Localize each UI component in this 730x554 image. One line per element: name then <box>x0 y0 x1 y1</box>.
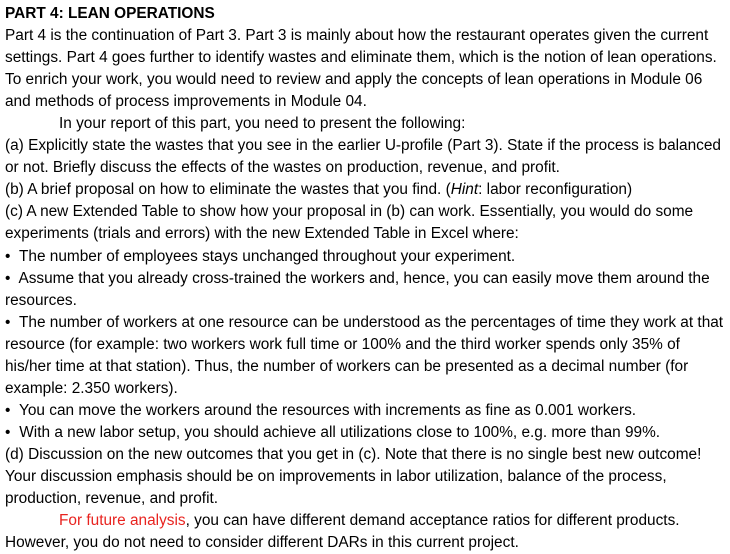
bullet-text: The number of employees stays unchanged throughout your experiment. <box>19 247 516 265</box>
item-c-paragraph: (c) A new Extended Table to show how your proposal in (b) can work. Essentially, you would do some experiments (trials and errors) with the new Extended Table in Excel where: <box>5 203 694 243</box>
future-analysis-paragraph <box>5 510 727 554</box>
bullet-text: You can move the workers around the resources with increments as fine as 0.001 workers. <box>19 401 637 419</box>
bullet-item <box>5 268 727 312</box>
future-analysis-text: , you can have different demand acceptance ratios for different products. However, you do not need to consider different DARs in this current project. <box>5 512 680 552</box>
bullet-icon: • <box>5 247 11 265</box>
bullet-item <box>5 400 727 422</box>
item-b-paragraph <box>5 179 727 201</box>
bullet-item <box>5 312 727 400</box>
bullet-icon: • <box>5 401 11 419</box>
item-a-paragraph: (a) Explicitly state the wastes that you see in the earlier U-profile (Part 3). State if the process is balanced or not. Briefly discuss the effects of the wastes on production, revenue, and profit. <box>5 137 721 177</box>
future-analysis-highlight: For future analysis <box>59 512 186 530</box>
report-intro-paragraph: In your report of this part, you need to present the following: <box>59 115 466 133</box>
hint-text: : labor reconfiguration) <box>478 181 633 199</box>
bullet-icon: • <box>5 313 11 331</box>
bullet-text: Assume that you already cross-trained the workers and, hence, you can easily move them around the resources. <box>5 269 710 309</box>
item-b-text: (b) A brief proposal on how to eliminate the wastes that you find. ( <box>5 181 451 199</box>
bullet-text: The number of workers at one resource can be understood as the percentages of time they work at that resource (for example: two workers work full time or 100% and the third worker spends only 35% of his/her time at that station). Thus, the number of workers can be presented as a decimal number (for example: 2.350 workers). <box>5 313 724 397</box>
bullet-text: With a new labor setup, you should achieve all utilizations close to 100%, e.g. more than 99%. <box>19 423 661 441</box>
section-heading: PART 4: LEAN OPERATIONS <box>5 5 215 22</box>
bullet-icon: • <box>5 269 11 287</box>
bullet-item <box>5 422 727 444</box>
bullet-icon: • <box>5 423 11 441</box>
intro-paragraph: Part 4 is the continuation of Part 3. Part 3 is mainly about how the restaurant operates given the current settings. Part 4 goes further to identify wastes and eliminate them, which is the notion of lean operations. To enrich your work, you would need to review and apply the concepts of lean operations in Module 06 and methods of process improvements in Module 04. <box>5 27 717 111</box>
hint-label: Hint <box>450 181 479 199</box>
item-d-paragraph: (d) Discussion on the new outcomes that you get in (c). Note that there is no single best new outcome! Your discussion emphasis should be on improvements in labor utilization, balance of the process, production, revenue, and profit. <box>5 445 702 508</box>
bullet-item <box>5 246 727 268</box>
